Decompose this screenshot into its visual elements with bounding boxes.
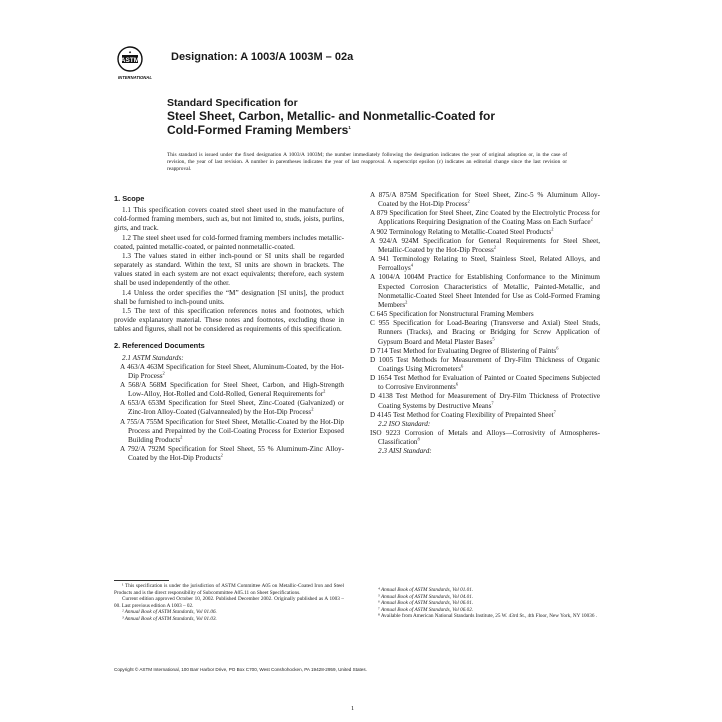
- iso-reference-item: [370, 429, 600, 447]
- reference-sup: 2: [162, 370, 165, 376]
- footnote: ² Annual Book of ASTM Standards, Vol 01.06.: [122, 609, 217, 616]
- reference-item: [370, 411, 600, 420]
- title-line-3-wrap: [167, 123, 587, 137]
- document-title: [167, 97, 587, 137]
- reference-item: [370, 319, 600, 346]
- reference-text: C 645 Specification for Nonstructural Framing Members: [370, 310, 534, 319]
- reference-sup: 2: [551, 226, 554, 232]
- reference-text: A 1004/A 1004M Practice for Establishing Conformance to the Minimum Expected Corrosion Characteristics of Metallic, Painted-Metallic, and Nonmetallic-Coated Steel Sheet Intended for Use as Cold-Formed Framing Members: [370, 273, 600, 309]
- title-line-2: Steel Sheet, Carbon, Metallic- and Nonmetallic-Coated for: [167, 109, 496, 123]
- reference-sup: 2: [467, 198, 470, 204]
- title-footnote-mark: 1: [348, 125, 351, 130]
- reference-sup: 4: [410, 262, 413, 268]
- reference-item: [114, 363, 344, 381]
- reference-item: [370, 228, 600, 237]
- reference-text: D 4145 Test Method for Coating Flexibility of Prepainted Sheet: [370, 410, 554, 419]
- reference-text: A 875/A 875M Specification for Steel Sheet, Zinc-5 % Aluminum Alloy-Coated by the Hot-Dip Process: [370, 191, 600, 209]
- aisi-standard-label: 2.3 AISI Standard:: [378, 447, 432, 456]
- reference-sup: 7: [553, 409, 556, 415]
- reference-sup: 2: [180, 434, 183, 440]
- reference-item: [370, 347, 600, 356]
- reference-item: [370, 255, 600, 273]
- astm-logo-icon: [116, 43, 166, 81]
- reference-item: [370, 191, 600, 209]
- reference-sup: 2: [493, 244, 497, 250]
- scope-1-1: 1.1 This specification covers coated steel sheet used in the manufacture of cold-formed framing members, such as, but not limited to, studs, joists, purlins, girts, and track.: [114, 206, 344, 233]
- reference-text: A 653/A 653M Specification for Steel Sheet, Zinc-Coated (Galvanized) or Zinc-Iron Alloy-Coated (Galvannealed) by the Hot-Dip Process: [120, 399, 344, 417]
- reference-text: D 1005 Test Methods for Measurement of Dry-Film Thickness of Organic Coatings Using Micrometers: [370, 355, 600, 373]
- svg-text:◆: ◆: [128, 50, 132, 54]
- reference-item: [114, 399, 344, 417]
- reference-sup: 7: [491, 400, 494, 406]
- reference-text: A 463/A 463M Specification for Steel Sheet, Aluminum-Coated, by the Hot-Dip Process: [120, 362, 344, 380]
- footnote-rule: [114, 580, 169, 581]
- scope-1-2: 1.2 The steel sheet used for cold-formed framing members includes metallic-coated, painted metallic-coated, or painted nonmetallic-coated.: [114, 233, 344, 251]
- title-lines: [167, 109, 587, 137]
- footnote: Current edition approved October 10, 2002. Published December 2002. Originally published as A 1003 – 00. Last previous edition A 1003 – 02.: [114, 596, 344, 609]
- scope-1-5: 1.5 The text of this specification references notes and footnotes, which provide explanatory material. These notes and footnotes, excluding those in tables and figures, shall not be considered as requirements of this specification.: [114, 306, 344, 334]
- reference-text: A 755/A 755M Specification for Steel Sheet, Metallic-Coated by the Hot-Dip Process and Prepainted by the Coil-Coating Process for Exterior Exposed Building Products: [120, 417, 344, 444]
- footnote: ⁴ Annual Book of ASTM Standards, Vol 01.01.: [378, 587, 474, 593]
- reference-text: A 792/A 792M Specification for Steel Sheet, 55 % Aluminum-Zinc Alloy-Coated by the Hot-Dip Products: [120, 445, 344, 463]
- preamble: This standard is issued under the fixed designation A 1003/A 1003M; the number immediately following the designation indicates the year of original adoption or, in the case of revision, the year of last revision. A number in parentheses indicates the year of last reapproval. A superscript epsilon (ε) indicates an editorial change since the last revision or reapproval.: [167, 152, 567, 172]
- reference-sup: 2: [311, 407, 314, 413]
- reference-item: [114, 418, 344, 445]
- footnotes-left: [114, 583, 344, 623]
- designation: Designation: A 1003/A 1003M – 02a: [171, 51, 354, 63]
- reference-item: [114, 445, 344, 463]
- footnotes-right: [370, 587, 600, 620]
- reference-item: [370, 374, 600, 392]
- references-heading: 2. Referenced Documents: [114, 341, 205, 351]
- footnote: ⁸ Available from American National Standards Institute, 25 W. 43rd St., 4th Floor, New York, NY 10036 .: [378, 613, 598, 620]
- reference-text: A 902 Terminology Relating to Metallic-Coated Steel Products: [370, 227, 552, 236]
- reference-sup: 6: [461, 363, 464, 369]
- reference-item: [370, 273, 600, 310]
- svg-text:INTERNATIONAL: INTERNATIONAL: [118, 75, 152, 80]
- astm-standards-label: 2.1 ASTM Standards:: [122, 353, 184, 362]
- title-line-1: Standard Specification for: [167, 97, 298, 109]
- reference-item: [370, 237, 600, 255]
- footnote: ⁷ Annual Book of ASTM Standards, Vol 06.02.: [378, 606, 474, 613]
- footnote: ³ Annual Book of ASTM Standards, Vol 01.03.: [122, 615, 217, 622]
- reference-text: A 568/A 568M Specification for Steel Sheet, Carbon, and High-Strength Low-Alloy, Hot-Rolled and Cold-Rolled, General Requirements for: [120, 380, 344, 399]
- reference-item: [370, 356, 600, 374]
- reference-item: [370, 209, 600, 227]
- title-line-3: Cold-Formed Framing Members: [167, 123, 349, 137]
- scope-1-4: 1.4 Unless the order specifies the “M” designation [SI units], the product shall be furnished to inch-pound units.: [114, 288, 344, 306]
- reference-text: D 4138 Test Method for Measurement of Dry-Film Thickness of Protective Coating Systems by Destructive Means: [370, 392, 600, 410]
- reference-sup: 2: [405, 299, 408, 305]
- reference-text: D 1654 Test Method for Evaluation of Painted or Coated Specimens Subjected to Corrosive Environments: [370, 374, 600, 392]
- left-column: [114, 191, 344, 463]
- footnote: ⁵ Annual Book of ASTM Standards, Vol 04.01.: [378, 593, 474, 600]
- footnote: ¹ This specification is under the jurisdiction of ASTM Committee A05 on Metallic-Coated Iron and Steel Products and is the direct responsibility of Subcommittee A05.11 on Sheet Specifications.: [114, 583, 344, 596]
- scope-heading: 1. Scope: [114, 194, 145, 203]
- reference-item: [370, 310, 600, 319]
- reference-item: [370, 392, 600, 410]
- reference-sup: 8: [417, 436, 420, 442]
- reference-text: A 924/A 924M Specification for General Requirements for Steel Sheet, Metallic-Coated by the Hot-Dip Process: [370, 236, 600, 254]
- right-column: [370, 191, 600, 457]
- reference-sup: 6: [455, 381, 459, 387]
- reference-sup: 5: [492, 336, 495, 342]
- reference-text: D 714 Test Method for Evaluating Degree of Blistering of Paints: [370, 346, 557, 355]
- reference-sup: 2: [220, 452, 223, 458]
- iso-standard-label: 2.2 ISO Standard:: [378, 419, 431, 428]
- reference-text: C 955 Specification for Load-Bearing (Transverse and Axial) Steel Studs, Runners (Tracks), and Bracing or Bridging for Screw Application of Gypsum Board and Metal Plaster Bases: [370, 319, 600, 346]
- reference-sup: 2: [323, 388, 326, 394]
- scope-1-3: 1.3 The values stated in either inch-pound or SI units shall be regarded separately as standard. Within the text, SI units are shown in brackets. The values stated in each system are not exact equivalents; therefore, each system shall be used independently of the other.: [114, 251, 344, 288]
- copyright-notice: Copyright © ASTM International, 100 Barr Harbor Drive, PO Box C700, West Conshohocken, PA 19428-2959, United States.: [114, 667, 367, 672]
- page-number: 1: [351, 705, 355, 712]
- astm-logo: [116, 43, 166, 81]
- reference-text: ISO 9223 Corrosion of Metals and Alloys—Corrosivity of Atmospheres-Classification: [370, 429, 600, 447]
- reference-sup: 6: [556, 345, 559, 351]
- reference-sup: 2: [590, 217, 593, 223]
- reference-item: [114, 381, 344, 399]
- reference-text: A 879 Specification for Steel Sheet, Zinc Coated by the Electrolytic Process for Applications Requiring Designation of the Coating Mass on Each Surface: [370, 209, 600, 227]
- footnote: ⁶ Annual Book of ASTM Standards, Vol 06.01.: [378, 600, 474, 607]
- reference-text: A 941 Terminology Relating to Steel, Stainless Steel, Related Alloys, and Ferroalloys: [370, 255, 600, 273]
- svg-text:ASTM: ASTM: [120, 57, 140, 64]
